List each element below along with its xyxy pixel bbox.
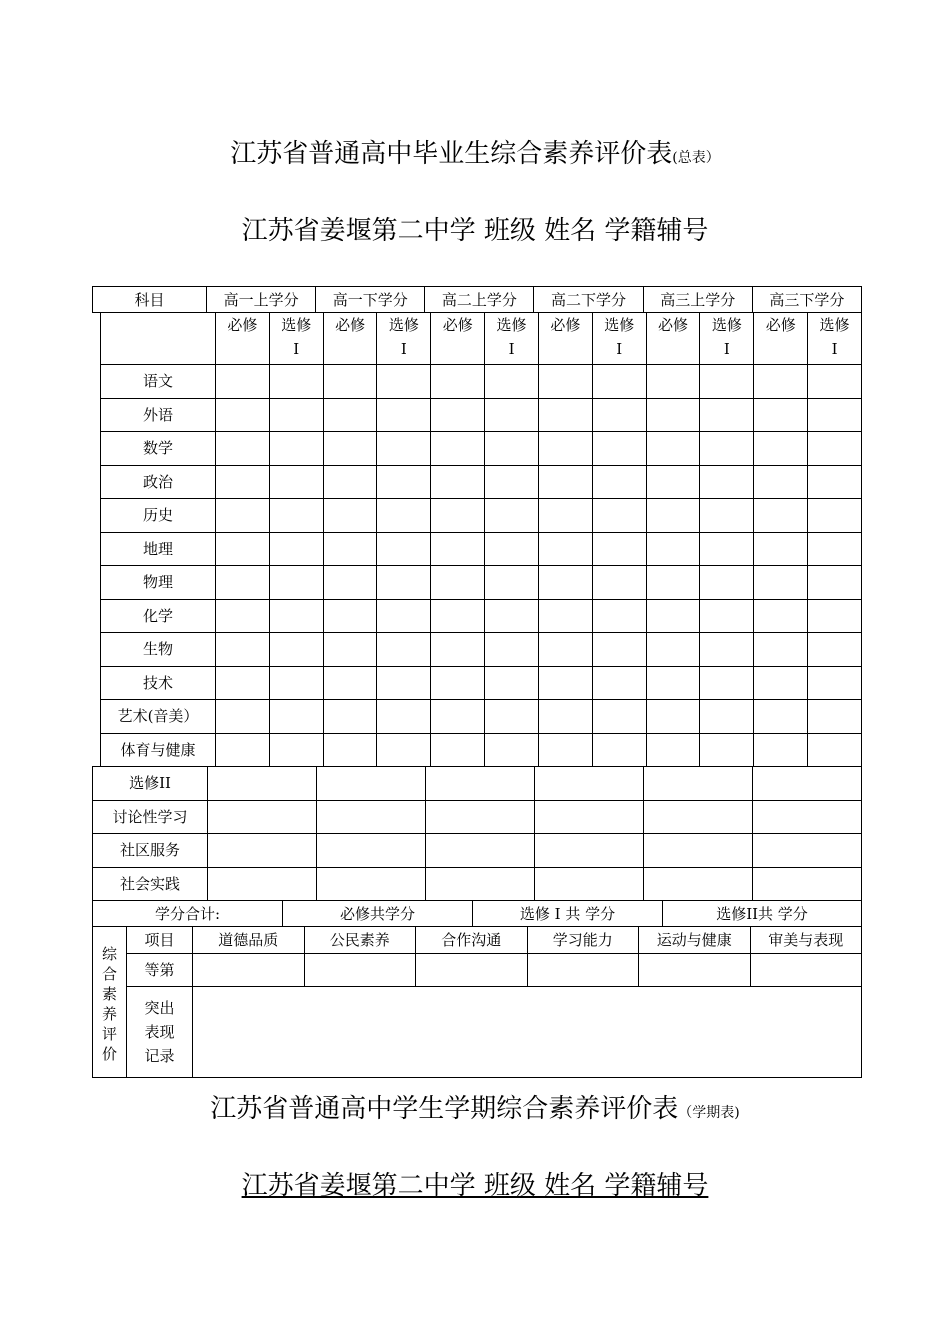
credit-cell[interactable] (208, 767, 317, 801)
required-header: 必修 (754, 313, 808, 365)
table-row (101, 700, 862, 734)
required-header: 必修 (323, 313, 377, 365)
required-header: 必修 (538, 313, 592, 365)
elective1-header: 选修 I (808, 313, 862, 365)
credit-cell[interactable] (753, 834, 862, 868)
subject-label: 地理 (101, 532, 216, 566)
credit-cell[interactable] (485, 733, 539, 767)
credit-cell[interactable] (317, 767, 426, 801)
credit-cell[interactable] (700, 499, 754, 533)
credit-cell[interactable] (216, 733, 270, 767)
credit-cell[interactable] (377, 633, 431, 667)
title-suffix: (总表） (672, 150, 720, 166)
credit-cell[interactable] (646, 633, 700, 667)
credit-cell[interactable] (485, 599, 539, 633)
credit-cell[interactable] (753, 800, 862, 834)
table-row (93, 834, 862, 868)
grade-label: 等第 (127, 954, 193, 987)
credit-cell[interactable] (754, 499, 808, 533)
credit-cell[interactable] (754, 599, 808, 633)
quality-item: 运动与健康 (639, 927, 751, 954)
subject-label: 政治 (101, 465, 216, 499)
title-main: 江苏省普通高中毕业生综合素养评价表 (230, 139, 673, 169)
credit-cell[interactable] (538, 532, 592, 566)
credit-cell[interactable] (269, 465, 323, 499)
table-row (101, 666, 862, 700)
credit-cell[interactable] (592, 633, 646, 667)
credit-cell[interactable] (269, 599, 323, 633)
credit-cell[interactable] (216, 700, 270, 734)
subject-label: 语文 (101, 365, 216, 399)
credit-cell[interactable] (216, 465, 270, 499)
credit-cell[interactable] (431, 666, 485, 700)
credit-cell[interactable] (377, 700, 431, 734)
table-row (101, 733, 862, 767)
credit-cell[interactable] (485, 666, 539, 700)
credit-cell[interactable] (808, 532, 862, 566)
elective1-header: 选修 I (485, 313, 539, 365)
credit-cell[interactable] (700, 599, 754, 633)
other-credit-table (92, 766, 862, 901)
credit-cell[interactable] (646, 398, 700, 432)
credit-total-label: 学分合计: (93, 901, 283, 927)
subject-label: 外语 (101, 398, 216, 432)
credit-cell[interactable] (269, 666, 323, 700)
credit-cell[interactable] (700, 432, 754, 466)
credit-cell[interactable] (216, 365, 270, 399)
credit-cell[interactable] (269, 365, 323, 399)
credit-cell[interactable] (485, 700, 539, 734)
credit-cell[interactable] (538, 599, 592, 633)
term-header: 高一上学分 (207, 287, 316, 313)
credit-cell[interactable] (592, 365, 646, 399)
credit-cell[interactable] (808, 499, 862, 533)
title2-main: 江苏省普通高中学生学期综合素养评价表 (210, 1094, 679, 1124)
school-class-line: 江苏省姜堰第二中学 班级 姓名 学籍辅号 (241, 216, 709, 246)
credit-cell[interactable] (323, 398, 377, 432)
credit-cell[interactable] (646, 733, 700, 767)
table-row (93, 767, 862, 801)
credit-cell[interactable] (426, 767, 535, 801)
credit-cell[interactable] (535, 800, 644, 834)
credit-cell[interactable] (377, 499, 431, 533)
credit-cell[interactable] (753, 767, 862, 801)
credit-cell[interactable] (323, 599, 377, 633)
credit-cell[interactable] (592, 432, 646, 466)
table-row (101, 398, 862, 432)
credit-cell[interactable] (700, 365, 754, 399)
credit-cell[interactable] (431, 465, 485, 499)
credit-cell[interactable] (377, 532, 431, 566)
credit-cell[interactable] (700, 398, 754, 432)
credit-cell[interactable] (485, 365, 539, 399)
credit-cell[interactable] (646, 566, 700, 600)
credit-cell[interactable] (535, 867, 644, 901)
credit-cell[interactable] (216, 599, 270, 633)
credit-cell[interactable] (485, 465, 539, 499)
credit-cell[interactable] (808, 465, 862, 499)
credit-cell[interactable] (808, 633, 862, 667)
credit-cell[interactable] (269, 499, 323, 533)
page-title (0, 133, 950, 170)
term-header: 高一下学分 (316, 287, 425, 313)
required-header: 必修 (216, 313, 270, 365)
credit-cell[interactable] (808, 566, 862, 600)
credit-cell[interactable] (485, 499, 539, 533)
table-row (101, 532, 862, 566)
credit-cell[interactable] (426, 800, 535, 834)
credit-cell[interactable] (431, 532, 485, 566)
subject-credit-table (100, 312, 862, 767)
table-row (101, 499, 862, 533)
credit-cell[interactable] (269, 633, 323, 667)
elective1-header: 选修 I (592, 313, 646, 365)
quality-item: 审美与表现 (750, 927, 862, 954)
credit-cell[interactable] (208, 867, 317, 901)
term-header: 高二下学分 (534, 287, 643, 313)
credit-cell[interactable] (538, 733, 592, 767)
table-row (101, 566, 862, 600)
grade-cell[interactable] (416, 954, 528, 987)
elective1-header: 选修 I (269, 313, 323, 365)
credit-cell[interactable] (644, 834, 753, 868)
credit-cell[interactable] (431, 398, 485, 432)
credit-cell[interactable] (538, 432, 592, 466)
title2-suffix: （学期表) (678, 1105, 740, 1121)
credit-cell[interactable] (323, 532, 377, 566)
subject-label: 体育与健康 (101, 733, 216, 767)
credit-cell[interactable] (216, 432, 270, 466)
credit-cell[interactable] (754, 566, 808, 600)
credit-cell[interactable] (431, 633, 485, 667)
subject-label: 生物 (101, 633, 216, 667)
record-cell[interactable] (193, 987, 862, 1078)
credit-cell[interactable] (485, 532, 539, 566)
credit-cell[interactable] (592, 700, 646, 734)
credit-cell[interactable] (700, 666, 754, 700)
row-label: 讨论性学习 (93, 800, 208, 834)
credit-cell[interactable] (754, 432, 808, 466)
credit-cell[interactable] (269, 432, 323, 466)
credit-cell[interactable] (323, 733, 377, 767)
credit-cell[interactable] (538, 566, 592, 600)
credit-cell[interactable] (644, 800, 753, 834)
credit-cell[interactable] (377, 432, 431, 466)
blank-corner-cell (101, 313, 216, 365)
credit-total-elective2: 选修II共 学分 (663, 901, 862, 927)
credit-cell[interactable] (754, 666, 808, 700)
credit-cell[interactable] (538, 666, 592, 700)
credit-cell[interactable] (808, 432, 862, 466)
table-row (101, 465, 862, 499)
quality-item: 合作沟通 (416, 927, 528, 954)
grade-cell[interactable] (193, 954, 305, 987)
table-row (101, 599, 862, 633)
credit-cell[interactable] (377, 566, 431, 600)
credit-cell[interactable] (431, 432, 485, 466)
credit-cell[interactable] (269, 532, 323, 566)
credit-cell[interactable] (700, 465, 754, 499)
credit-cell[interactable] (700, 566, 754, 600)
credit-cell[interactable] (538, 499, 592, 533)
credit-cell[interactable] (377, 365, 431, 399)
credit-cell[interactable] (646, 365, 700, 399)
page-title-2 (0, 1088, 950, 1125)
credit-cell[interactable] (644, 767, 753, 801)
credit-cell[interactable] (216, 398, 270, 432)
credit-cell[interactable] (592, 666, 646, 700)
credit-cell[interactable] (700, 532, 754, 566)
credit-cell[interactable] (808, 700, 862, 734)
credit-cell[interactable] (377, 599, 431, 633)
credit-cell[interactable] (323, 465, 377, 499)
credit-cell[interactable] (431, 599, 485, 633)
credit-cell[interactable] (592, 566, 646, 600)
credit-cell[interactable] (216, 633, 270, 667)
required-header: 必修 (431, 313, 485, 365)
table-row (93, 867, 862, 901)
credit-cell[interactable] (700, 733, 754, 767)
item-label: 项目 (127, 927, 193, 954)
table-row (101, 365, 862, 399)
credit-cell[interactable] (538, 633, 592, 667)
credit-cell[interactable] (535, 767, 644, 801)
credit-cell[interactable] (431, 499, 485, 533)
subject-header: 科目 (93, 287, 207, 313)
credit-cell[interactable] (754, 465, 808, 499)
school-class-line-2: 江苏省姜堰第二中学 班级 姓名 学籍辅号 (241, 1171, 709, 1201)
credit-cell[interactable] (485, 566, 539, 600)
table-row (101, 633, 862, 667)
credit-cell[interactable] (754, 398, 808, 432)
credit-cell[interactable] (485, 432, 539, 466)
credit-cell[interactable] (317, 867, 426, 901)
credit-cell[interactable] (754, 633, 808, 667)
credit-cell[interactable] (700, 700, 754, 734)
credit-cell[interactable] (323, 432, 377, 466)
credit-cell[interactable] (377, 398, 431, 432)
credit-cell[interactable] (644, 867, 753, 901)
credit-cell[interactable] (754, 733, 808, 767)
credit-cell[interactable] (317, 834, 426, 868)
credit-cell[interactable] (377, 465, 431, 499)
credit-cell[interactable] (323, 365, 377, 399)
credit-cell[interactable] (538, 700, 592, 734)
credit-cell[interactable] (323, 700, 377, 734)
credit-cell[interactable] (431, 566, 485, 600)
subject-label: 历史 (101, 499, 216, 533)
credit-cell[interactable] (485, 398, 539, 432)
credit-cell[interactable] (317, 800, 426, 834)
credit-cell[interactable] (431, 733, 485, 767)
credit-cell[interactable] (646, 499, 700, 533)
credit-cell[interactable] (592, 465, 646, 499)
elective1-header: 选修 I (700, 313, 754, 365)
credit-cell[interactable] (808, 733, 862, 767)
quality-item: 道德品质 (193, 927, 305, 954)
credit-cell[interactable] (646, 599, 700, 633)
credit-cell[interactable] (269, 398, 323, 432)
credit-cell[interactable] (808, 666, 862, 700)
credit-cell[interactable] (269, 733, 323, 767)
credit-cell[interactable] (592, 599, 646, 633)
credit-cell[interactable] (431, 700, 485, 734)
credit-cell[interactable] (754, 365, 808, 399)
credit-cell[interactable] (754, 700, 808, 734)
quality-item: 学习能力 (527, 927, 639, 954)
subject-label: 技术 (101, 666, 216, 700)
credit-cell[interactable] (646, 532, 700, 566)
credit-cell[interactable] (808, 398, 862, 432)
row-label: 社会实践 (93, 867, 208, 901)
quality-side-label: 综 合 素 养 评 价 (93, 927, 127, 1078)
grade-cell[interactable] (527, 954, 639, 987)
credit-total-table (92, 900, 862, 927)
grade-cell[interactable] (304, 954, 416, 987)
credit-cell[interactable] (323, 666, 377, 700)
credit-cell[interactable] (646, 666, 700, 700)
credit-cell[interactable] (216, 566, 270, 600)
term-header-table (92, 286, 862, 313)
credit-cell[interactable] (700, 633, 754, 667)
row-label: 选修II (93, 767, 208, 801)
subject-label: 物理 (101, 566, 216, 600)
credit-cell[interactable] (377, 733, 431, 767)
credit-cell[interactable] (216, 666, 270, 700)
grade-cell[interactable] (639, 954, 751, 987)
elective1-header: 选修 I (377, 313, 431, 365)
credit-cell[interactable] (592, 733, 646, 767)
credit-cell[interactable] (269, 566, 323, 600)
credit-cell[interactable] (754, 532, 808, 566)
quality-item: 公民素养 (304, 927, 416, 954)
subject-label: 化学 (101, 599, 216, 633)
subject-label: 数学 (101, 432, 216, 466)
credit-cell[interactable] (646, 465, 700, 499)
credit-cell[interactable] (426, 834, 535, 868)
credit-cell[interactable] (323, 499, 377, 533)
required-header: 必修 (646, 313, 700, 365)
credit-cell[interactable] (753, 867, 862, 901)
credit-cell[interactable] (216, 532, 270, 566)
credit-cell[interactable] (646, 700, 700, 734)
credit-cell[interactable] (216, 499, 270, 533)
term-header: 高二上学分 (425, 287, 534, 313)
credit-cell[interactable] (269, 700, 323, 734)
credit-cell[interactable] (592, 398, 646, 432)
credit-cell[interactable] (323, 633, 377, 667)
credit-total-required: 必修共学分 (283, 901, 473, 927)
table-row (101, 432, 862, 466)
record-label: 突出 表现 记录 (127, 987, 193, 1078)
credit-cell[interactable] (646, 432, 700, 466)
credit-cell[interactable] (535, 834, 644, 868)
credit-cell[interactable] (592, 532, 646, 566)
grade-cell[interactable] (750, 954, 862, 987)
term-header: 高三上学分 (643, 287, 752, 313)
table-row (93, 800, 862, 834)
credit-cell[interactable] (431, 365, 485, 399)
credit-cell[interactable] (426, 867, 535, 901)
credit-cell[interactable] (323, 566, 377, 600)
credit-total-elective1: 选修 I 共 学分 (473, 901, 663, 927)
row-label: 社区服务 (93, 834, 208, 868)
subject-label: 艺术(音美） (101, 700, 216, 734)
credit-cell[interactable] (538, 365, 592, 399)
credit-cell[interactable] (208, 834, 317, 868)
credit-cell[interactable] (208, 800, 317, 834)
credit-cell[interactable] (592, 499, 646, 533)
credit-cell[interactable] (538, 398, 592, 432)
credit-cell[interactable] (808, 599, 862, 633)
quality-eval-table (92, 926, 862, 1078)
term-header: 高三下学分 (752, 287, 861, 313)
credit-cell[interactable] (538, 465, 592, 499)
credit-cell[interactable] (377, 666, 431, 700)
credit-cell[interactable] (808, 365, 862, 399)
credit-cell[interactable] (485, 633, 539, 667)
